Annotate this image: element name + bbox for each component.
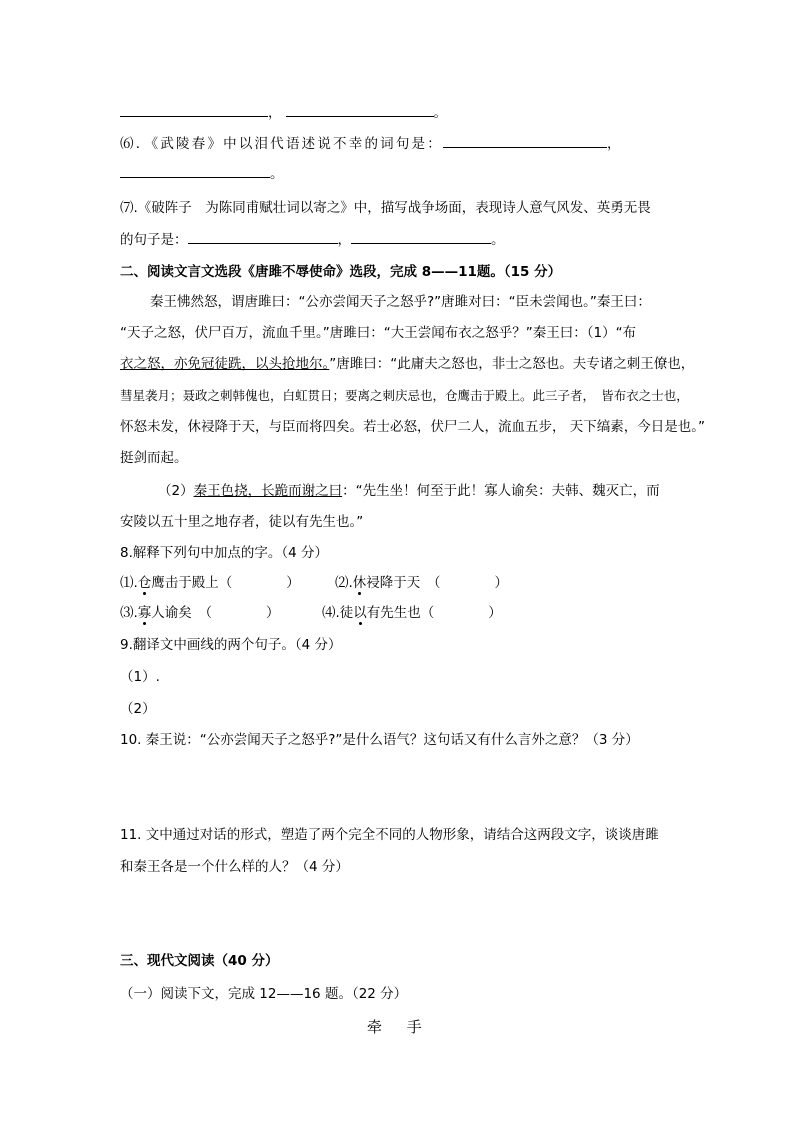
dotted-char: 休 <box>352 575 367 591</box>
passage-line: 衣之怒，亦免冠徒跣，以头抢地尔。”唐雎曰：“此庸夫之怒也，非士之怒也。夫专诸之刺王僚也， <box>120 356 695 372</box>
passage-line: 彗星袭月；聂政之刺韩傀也，白虹贯日；要离之刺庆忌也，仓鹰击于殿上。此三子者， 皆布衣之士也， <box>120 388 689 403</box>
passage-line: （2）秦王色挠，长跪而谢之曰：“先生坐！何至于此！寡人谕矣：夫韩、魏灭亡，而 <box>158 483 660 499</box>
question-8: 8.解释下列句中加点的字。（4 分） <box>120 545 329 561</box>
question-9-answer-1: （1）. <box>120 669 160 685</box>
answer-blank[interactable] <box>120 104 268 117</box>
question-11-line2: 和秦王各是一个什么样的人？（4 分） <box>120 859 349 875</box>
underlined-sentence-2: 秦王色挠，长跪而谢之曰 <box>193 483 343 499</box>
answer-blank[interactable] <box>286 104 434 117</box>
question-10: 10. 秦王说：“公亦尝闻天子之怒乎?”是什么语气？这句话又有什么言外之意？（3 分） <box>120 732 639 748</box>
question-6-line2: 。 <box>120 165 284 183</box>
question-9-answer-2: （2） <box>120 701 156 717</box>
passage-line: 安陵以五十里之地存者，徒以有先生也。” <box>120 514 364 530</box>
section-3-heading: 三、现代文阅读（40 分） <box>120 953 279 969</box>
question-11: 11. 文中通过对话的形式，塑造了两个完全不同的人物形象，请结合这两段文字，谈谈唐雎 <box>120 827 659 843</box>
question-7-line2: 的句子是： ， 。 <box>120 232 505 248</box>
passage-line: 挺剑而起。 <box>120 450 188 466</box>
question-7: ⑺.《破阵子 为陈同甫赋壮词以寄之》中，描写战争场面，表现诗人意气风发、英勇无畏 <box>120 200 651 216</box>
dotted-char: 仓 <box>137 575 152 591</box>
answer-blank[interactable] <box>120 165 270 178</box>
section-2-heading: 二、阅读文言文选段《唐雎不辱使命》选段，完成 8——11题。（15 分） <box>120 264 562 280</box>
dotted-char: 以 <box>353 605 367 621</box>
dotted-char: 寡 <box>137 605 152 621</box>
question-6: ⑹．《武陵春》中以泪代语述说不幸的词句是： ， <box>120 136 623 152</box>
underlined-sentence-1: 衣之怒，亦免冠徒跣，以头抢地尔。 <box>120 356 330 372</box>
section-3-subheading: （一）阅读下文，完成 12——16 题。（22 分） <box>120 986 408 1002</box>
answer-blank[interactable] <box>443 135 607 148</box>
fill-blank-row: ， 。 <box>120 104 447 122</box>
question-9: 9.翻译文中画线的两个句子。（4 分） <box>120 637 342 653</box>
answer-blank[interactable] <box>351 231 491 244</box>
passage-line: 怀怒未发，休祲降于天，与臣而将四矣。若士必怒，伏尸二人，流血五步， 天下缟素，今日是也。” <box>120 419 706 435</box>
article-title: 牵 手 <box>367 1018 432 1036</box>
passage-line: “天子之怒，伏尸百万，流血千里。”唐雎曰：“大王尝闻布衣之怒乎？”秦王曰：（1）“布 <box>120 325 637 341</box>
question-8-row1: ⑴.仓鹰击于殿上（ ） ⑵.休祲降于天 （ ） <box>120 575 509 591</box>
passage-line: 秦王怫然怒，谓唐雎曰：“公亦尝闻天子之怒乎?”唐雎对曰：“臣未尝闻也。”秦王曰： <box>150 294 651 310</box>
answer-blank[interactable] <box>188 231 338 244</box>
question-8-row2: ⑶.寡人谕矣 （ ） ⑷.徒以有先生也（ ） <box>120 605 502 621</box>
